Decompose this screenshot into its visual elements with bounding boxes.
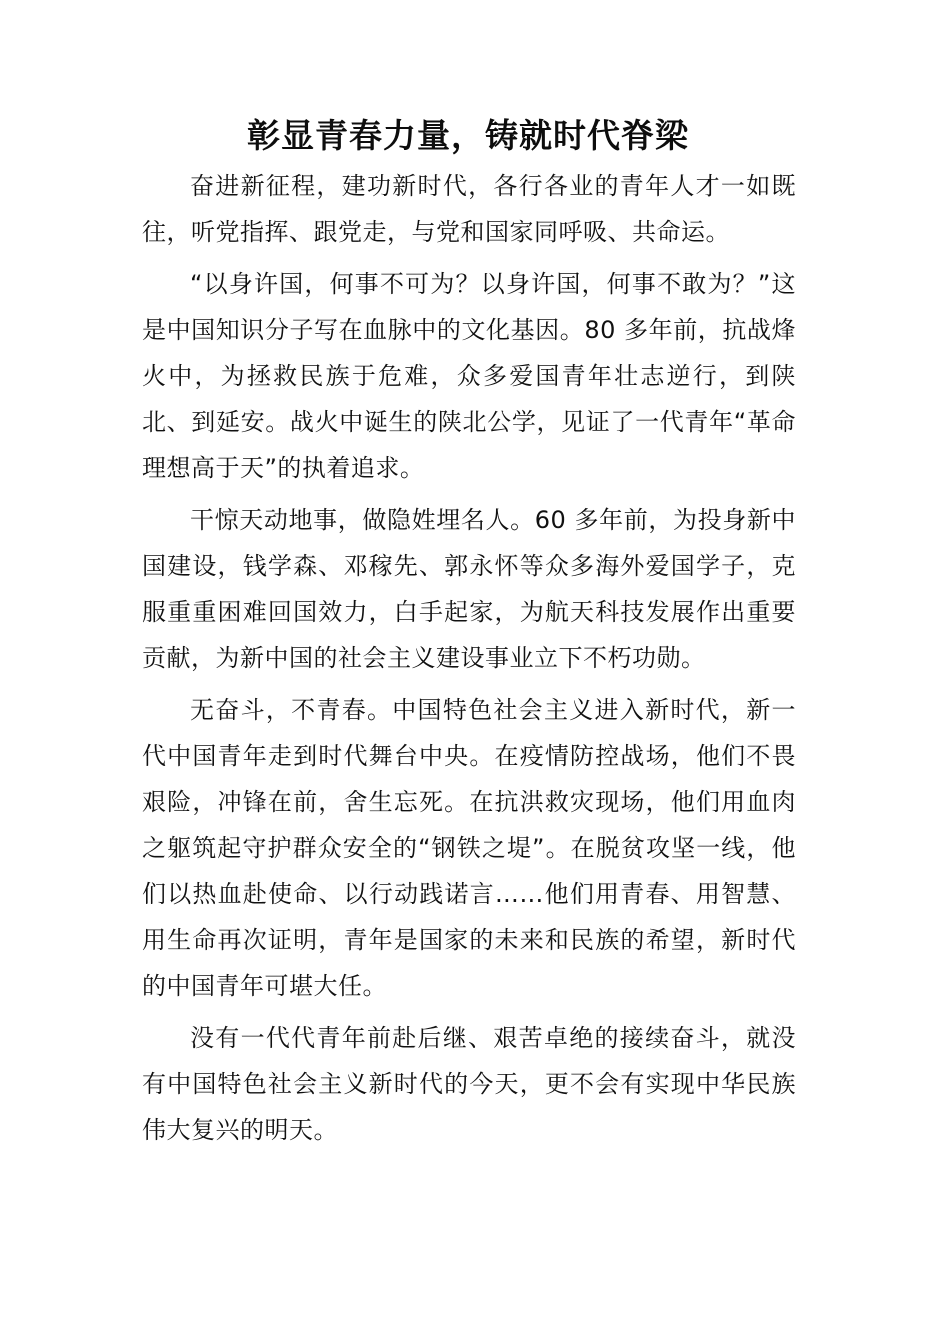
paragraph-4: 无奋斗，不青春。中国特色社会主义进入新时代，新一代中国青年走到时代舞台中央。在疫情防控战场，他们不畏艰险，冲锋在前，舍生忘死。在抗洪救灾现场，他们用血肉之躯筑起守护群众安全的“钢铁之堤”。在脱贫攻坚一线，他们以热血赴使命、以行动践诺言……他们用青春、用智慧、用生命再次证明，青年是国家的未来和民族的希望，新时代的中国青年可堪大任。	[142, 696, 796, 1000]
document-title: 彰显青春力量，铸就时代脊梁	[247, 116, 689, 155]
document-body	[142, 163, 796, 1159]
paragraph-3: 干惊天动地事，做隐姓埋名人。60 多年前，为投身新中国建设，钱学森、邓稼先、郭永怀等众多海外爱国学子，克服重重困难回国效力，白手起家，为航天科技发展作出重要贡献，为新中国的社会主义建设事业立下不朽功勋。	[142, 506, 796, 672]
paragraph-5: 没有一代代青年前赴后继、艰苦卓绝的接续奋斗，就没有中国特色社会主义新时代的今天，更不会有实现中华民族伟大复兴的明天。	[142, 1024, 796, 1144]
paragraph-2: “以身许国，何事不可为？以身许国，何事不敢为？”这是中国知识分子写在血脉中的文化基因。80 多年前，抗战烽火中，为拯救民族于危难，众多爱国青年壮志逆行，到陕北、到延安。战火中诞生的陕北公学，见证了一代青年“革命理想高于天”的执着追求。	[142, 270, 796, 482]
paragraph-1: 奋进新征程，建功新时代，各行各业的青年人才一如既往，听党指挥、跟党走，与党和国家同呼吸、共命运。	[142, 172, 796, 246]
